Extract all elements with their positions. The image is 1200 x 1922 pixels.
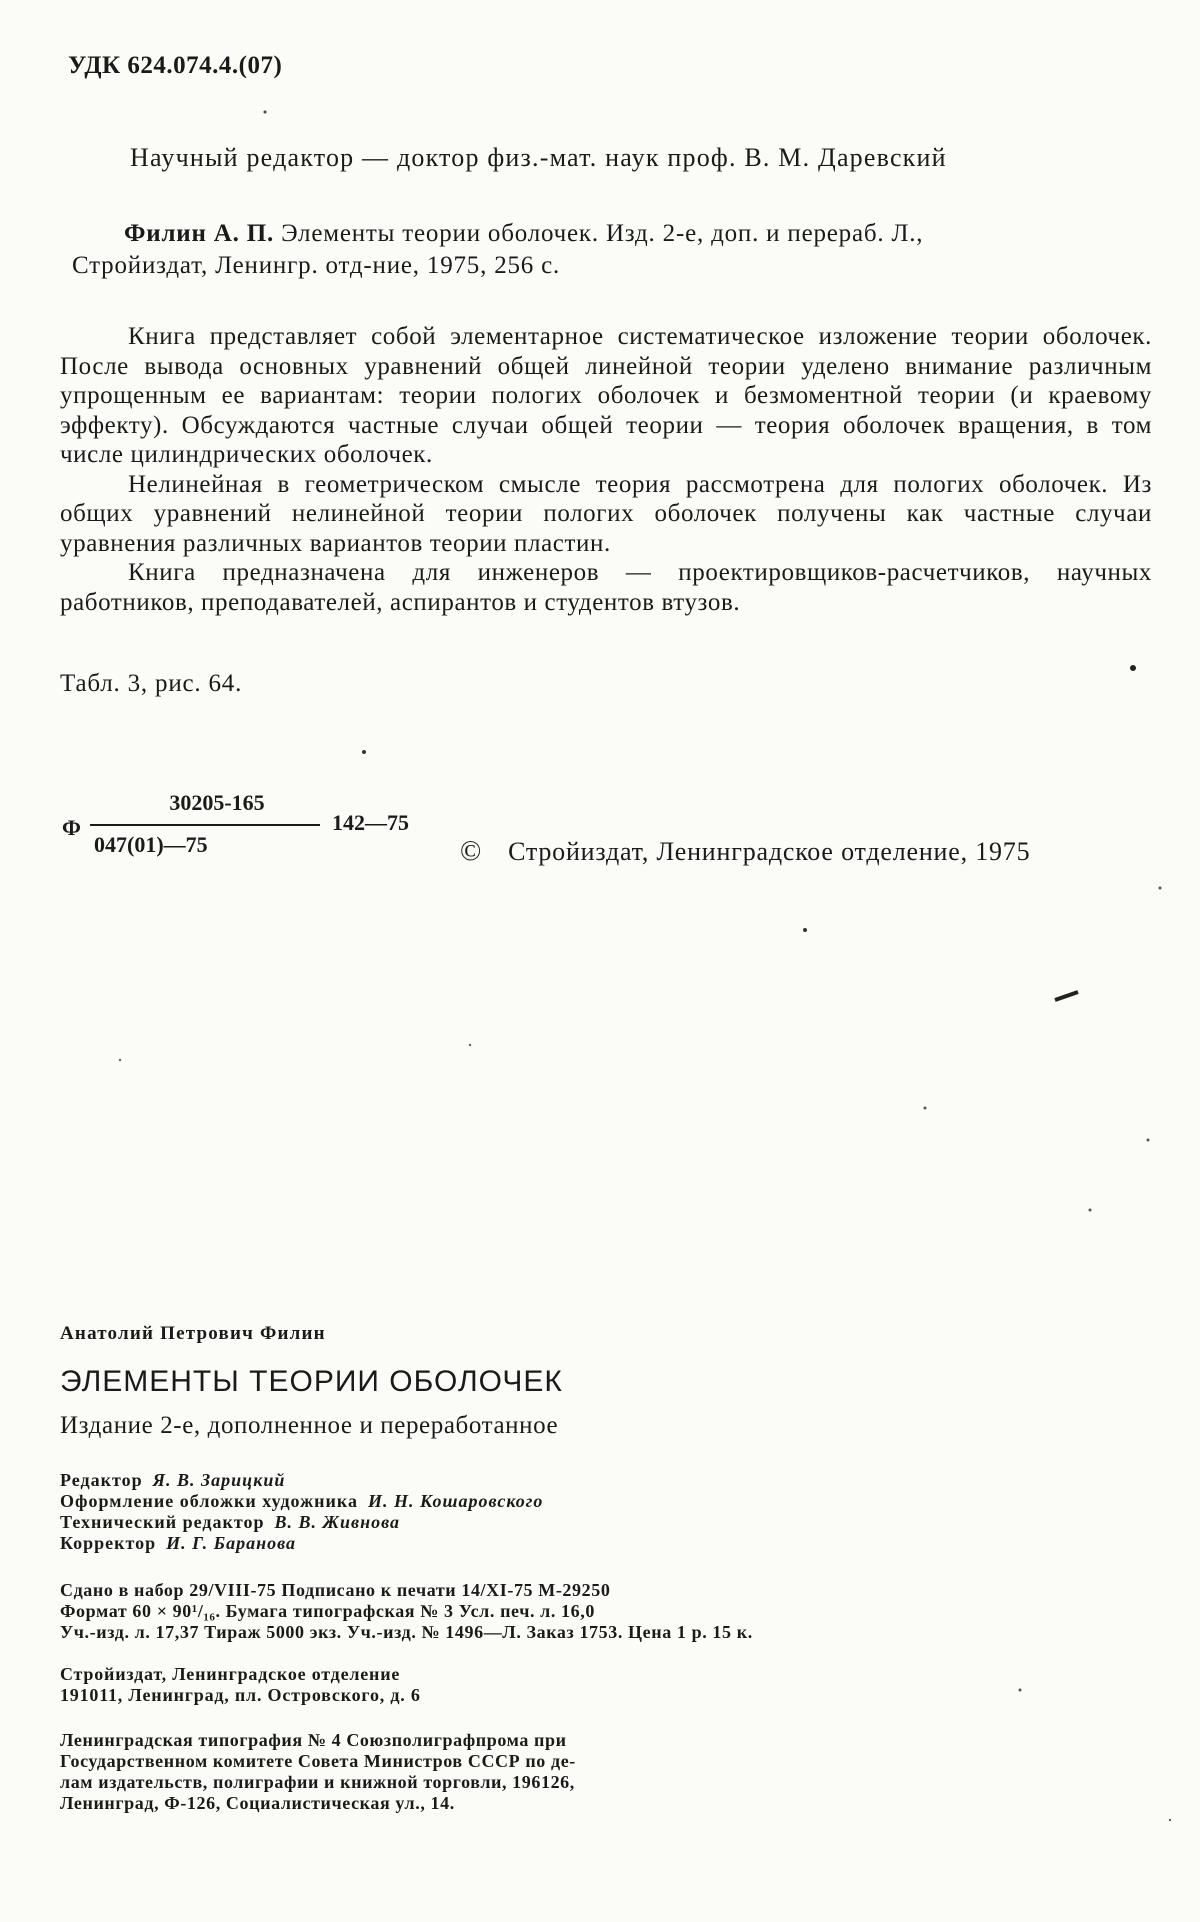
printer-line: лам издательств, полиграфии и книжной торговли, 196126, — [60, 1772, 575, 1792]
imprint-line: Сдано в набор 29/VIII-75 Подписано к печати 14/XI-75 М-29250 — [60, 1580, 611, 1600]
imprint-line: Уч.-изд. л. 17,37 Тираж 5000 экз. Уч.-изд. № 1496—Л. Заказ 1753. Цена 1 р. 15 к. — [60, 1622, 753, 1642]
bibliographic-author: Филин А. П. — [124, 220, 275, 247]
annotation-paragraph: Книга предназначена для инженеров — проектировщиков-расчетчиков, научных работников, преподавателей, аспирантов и студентов втузов. — [60, 559, 1152, 616]
udk-code: УДК 624.074.4.(07) — [68, 52, 283, 79]
annotation-paragraph: Книга представляет собой элементарное систематическое изложение теории оболочек. После вывода основных уравнений общей линейной теории уделено внимание различным упрощенным ее вариантам: теории пологих оболочек и безмоментной теории (и краевому эффекту). Обсуждаются частные случаи общей теории — теория оболочек вращения, в том числе цилиндрических оболочек. — [60, 323, 1152, 468]
annotation-paragraph: Нелинейная в геометрическом смысле теория рассмотрена для пологих оболочек. Из общих уравнений нелинейной теории пологих оболочек получены как частные случаи уравнения различных вариантов теории пластин. — [60, 470, 1152, 557]
printer-line: Государственном комитете Совета Министров СССР по де- — [60, 1751, 576, 1771]
catalog-code-prefix: Ф — [62, 815, 81, 840]
colophon-author: Анатолий Петрович Филин — [60, 1323, 326, 1344]
copyright-text: Стройиздат, Ленинградское отделение, 1975 — [508, 837, 1031, 866]
publisher-line: 191011, Ленинград, пл. Островского, д. 6 — [60, 1685, 421, 1705]
bibliographic-publisher: Стройиздат, Ленингр. отд-ние, 1975, 256 с. — [72, 252, 561, 279]
credit-role: Оформление обложки художника — [60, 1491, 358, 1511]
credit-role: Корректор — [60, 1533, 157, 1553]
tables-figures-count: Табл. 3, рис. 64. — [60, 670, 243, 697]
credit-name: И. Г. Баранова — [166, 1533, 297, 1553]
colophon-edition: Издание 2-е, дополненное и переработанное — [60, 1412, 559, 1439]
credit-role: Технический редактор — [60, 1512, 265, 1532]
scientific-editor-line: Научный редактор — доктор физ.-мат. наук проф. В. М. Даревский — [130, 143, 947, 172]
bibliographic-title: Элементы теории оболочек. Изд. 2-е, доп. и перераб. Л., — [281, 220, 924, 247]
copyright-icon: © — [460, 836, 483, 867]
credit-name: Я. В. Зарицкий — [152, 1470, 286, 1490]
catalog-code-denominator: 047(01)—75 — [94, 832, 208, 857]
credit-name: И. Н. Кошаровского — [368, 1491, 544, 1511]
credit-role: Редактор — [60, 1470, 143, 1490]
catalog-code-numerator: 30205-165 — [169, 790, 265, 815]
colophon-title: ЭЛЕМЕНТЫ ТЕОРИИ ОБОЛОЧЕК — [60, 1365, 563, 1398]
imprint-line: Формат 60 × 90¹/₁₆. Бумага типографская № 3 Усл. печ. л. 16,0 — [60, 1601, 595, 1621]
credit-name: В. В. Живнова — [274, 1512, 401, 1532]
publisher-line: Стройиздат, Ленинградское отделение — [60, 1664, 401, 1684]
catalog-code-suffix: 142—75 — [332, 810, 409, 835]
printer-line: Ленинградская типография № 4 Союзполиграфпрома при — [60, 1730, 567, 1750]
printer-line: Ленинград, Ф-126, Социалистическая ул., 14. — [60, 1793, 455, 1813]
